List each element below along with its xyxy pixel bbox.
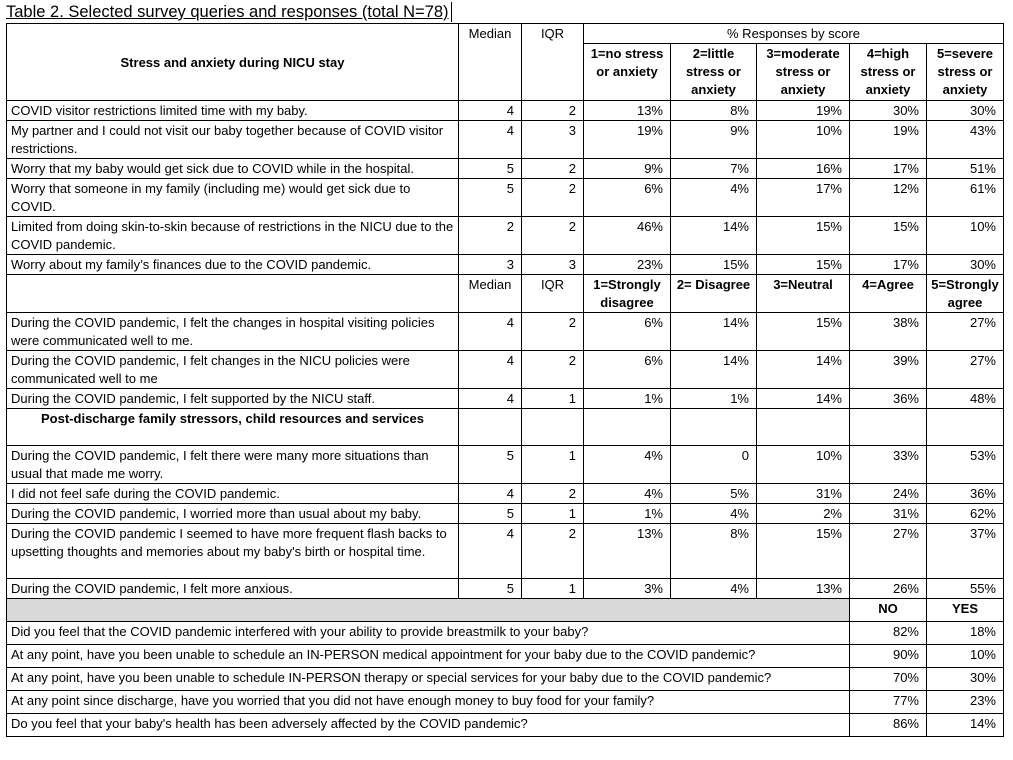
iqr-value: 1 — [522, 579, 584, 599]
percent-value: 1% — [584, 504, 671, 524]
agree-header-5: 5=Strongly agree — [927, 275, 1004, 313]
percent-value: 13% — [757, 579, 850, 599]
iqr-value: 1 — [522, 446, 584, 484]
median-value: 4 — [459, 389, 522, 409]
percent-value: 14% — [671, 351, 757, 389]
question-text: At any point since discharge, have you worried that you did not have enough money to buy food for your family? — [7, 691, 850, 714]
question-text: During the COVID pandemic, I felt there were many more situations than usual that made me worry. — [7, 446, 459, 484]
header-row-1 — [7, 24, 1004, 44]
percent-value: 15% — [757, 255, 850, 275]
question-text: Did you feel that the COVID pandemic interfered with your ability to provide breastmilk to your baby? — [7, 622, 850, 645]
median-value: 4 — [459, 101, 522, 121]
percent-value: 10% — [927, 217, 1004, 255]
blank-cell — [671, 409, 757, 446]
percent-value: 4% — [671, 179, 757, 217]
percent-value: 16% — [757, 159, 850, 179]
percent-value: 15% — [757, 524, 850, 579]
iqr-value: 1 — [522, 504, 584, 524]
section-title-row — [7, 409, 1004, 446]
group-header-responses: % Responses by score — [584, 24, 1004, 44]
question-text: Worry that my baby would get sick due to COVID while in the hospital. — [7, 159, 459, 179]
percent-value: 27% — [850, 524, 927, 579]
blank-cell — [584, 409, 671, 446]
median-value: 4 — [459, 351, 522, 389]
percent-value: 5% — [671, 484, 757, 504]
header-row-yes-no — [7, 599, 1004, 622]
percent-value: 10% — [757, 446, 850, 484]
percent-value: 31% — [757, 484, 850, 504]
percent-value: 23% — [584, 255, 671, 275]
percent-value: 14% — [757, 351, 850, 389]
percent-value: 1% — [671, 389, 757, 409]
yes-percent: 23% — [927, 691, 1004, 714]
col-header-iqr: IQR — [522, 275, 584, 313]
percent-value: 37% — [927, 524, 1004, 579]
yes-percent: 30% — [927, 668, 1004, 691]
percent-value: 2% — [757, 504, 850, 524]
percent-value: 39% — [850, 351, 927, 389]
median-value: 5 — [459, 579, 522, 599]
percent-value: 43% — [927, 121, 1004, 159]
median-value: 4 — [459, 313, 522, 351]
table-row — [7, 351, 1004, 389]
agree-header-4: 4=Agree — [850, 275, 927, 313]
percent-value: 62% — [927, 504, 1004, 524]
yes-percent: 18% — [927, 622, 1004, 645]
question-text: During the COVID pandemic I seemed to have more frequent flash backs to upsetting thoughts and memories about my baby's birth or hospital time. — [7, 524, 459, 579]
score-header-5: 5=severe stress or anxiety — [927, 44, 1004, 101]
percent-value: 55% — [927, 579, 1004, 599]
col-header-iqr: IQR — [522, 24, 584, 101]
percent-value: 6% — [584, 179, 671, 217]
percent-value: 10% — [757, 121, 850, 159]
percent-value: 8% — [671, 101, 757, 121]
table-row — [7, 255, 1004, 275]
percent-value: 13% — [584, 101, 671, 121]
question-text: Worry that someone in my family (including me) would get sick due to COVID. — [7, 179, 459, 217]
percent-value: 4% — [584, 484, 671, 504]
percent-value: 4% — [671, 504, 757, 524]
question-text: My partner and I could not visit our baby together because of COVID visitor restrictions. — [7, 121, 459, 159]
question-text: During the COVID pandemic, I felt more anxious. — [7, 579, 459, 599]
table-row — [7, 217, 1004, 255]
question-text: Do you feel that your baby's health has been adversely affected by the COVID pandemic? — [7, 714, 850, 737]
percent-value: 15% — [850, 217, 927, 255]
agree-header-1: 1=Strongly disagree — [584, 275, 671, 313]
percent-value: 24% — [850, 484, 927, 504]
percent-value: 33% — [850, 446, 927, 484]
percent-value: 13% — [584, 524, 671, 579]
median-value: 3 — [459, 255, 522, 275]
table-row — [7, 504, 1004, 524]
question-text: Limited from doing skin-to-skin because of restrictions in the NICU due to the COVID pandemic. — [7, 217, 459, 255]
agree-header-3: 3=Neutral — [757, 275, 850, 313]
table-row — [7, 714, 1004, 737]
iqr-value: 2 — [522, 217, 584, 255]
percent-value: 0 — [671, 446, 757, 484]
blank-cell — [522, 409, 584, 446]
percent-value: 8% — [671, 524, 757, 579]
blank-cell — [850, 409, 927, 446]
percent-value: 17% — [850, 159, 927, 179]
percent-value: 36% — [927, 484, 1004, 504]
blank-cell — [459, 409, 522, 446]
yes-percent: 14% — [927, 714, 1004, 737]
percent-value: 30% — [850, 101, 927, 121]
percent-value: 36% — [850, 389, 927, 409]
score-header-1: 1=no stress or anxiety — [584, 44, 671, 101]
percent-value: 15% — [757, 313, 850, 351]
percent-value: 6% — [584, 313, 671, 351]
question-text: I did not feel safe during the COVID pandemic. — [7, 484, 459, 504]
iqr-value: 2 — [522, 159, 584, 179]
percent-value: 19% — [850, 121, 927, 159]
table-row — [7, 668, 1004, 691]
iqr-value: 2 — [522, 179, 584, 217]
question-text: During the COVID pandemic, I felt supported by the NICU staff. — [7, 389, 459, 409]
percent-value: 61% — [927, 179, 1004, 217]
table-row — [7, 691, 1004, 714]
percent-value: 14% — [671, 217, 757, 255]
question-text: Worry about my family’s finances due to the COVID pandemic. — [7, 255, 459, 275]
iqr-value: 3 — [522, 255, 584, 275]
score-header-2: 2=little stress or anxiety — [671, 44, 757, 101]
percent-value: 3% — [584, 579, 671, 599]
col-header-median: Median — [459, 275, 522, 313]
percent-value: 1% — [584, 389, 671, 409]
col-header-no: NO — [850, 599, 927, 622]
percent-value: 48% — [927, 389, 1004, 409]
percent-value: 19% — [584, 121, 671, 159]
table-row — [7, 579, 1004, 599]
iqr-value: 2 — [522, 484, 584, 504]
percent-value: 14% — [671, 313, 757, 351]
question-text: During the COVID pandemic, I worried more than usual about my baby. — [7, 504, 459, 524]
table-row — [7, 484, 1004, 504]
iqr-value: 2 — [522, 524, 584, 579]
percent-value: 4% — [671, 579, 757, 599]
table-caption: Table 2. Selected survey queries and responses (total N=78) — [6, 2, 452, 22]
grey-band — [7, 599, 850, 622]
question-text: At any point, have you been unable to schedule IN-PERSON therapy or special services for your baby due to the COVID pandemic? — [7, 668, 850, 691]
median-value: 4 — [459, 121, 522, 159]
percent-value: 31% — [850, 504, 927, 524]
median-value: 5 — [459, 159, 522, 179]
percent-value: 17% — [850, 255, 927, 275]
table-row — [7, 446, 1004, 484]
table-row — [7, 159, 1004, 179]
no-percent: 82% — [850, 622, 927, 645]
no-percent: 77% — [850, 691, 927, 714]
percent-value: 38% — [850, 313, 927, 351]
iqr-value: 2 — [522, 313, 584, 351]
percent-value: 26% — [850, 579, 927, 599]
percent-value: 19% — [757, 101, 850, 121]
table-row — [7, 121, 1004, 159]
percent-value: 6% — [584, 351, 671, 389]
table-row — [7, 101, 1004, 121]
percent-value: 9% — [671, 121, 757, 159]
question-text: COVID visitor restrictions limited time with my baby. — [7, 101, 459, 121]
question-text: At any point, have you been unable to schedule an IN-PERSON medical appointment for your baby due to the COVID pandemic? — [7, 645, 850, 668]
iqr-value: 2 — [522, 101, 584, 121]
percent-value: 17% — [757, 179, 850, 217]
median-value: 2 — [459, 217, 522, 255]
percent-value: 12% — [850, 179, 927, 217]
survey-table — [6, 23, 1004, 737]
percent-value: 9% — [584, 159, 671, 179]
percent-value: 14% — [757, 389, 850, 409]
question-text: During the COVID pandemic, I felt changes in the NICU policies were communicated well to me — [7, 351, 459, 389]
percent-value: 53% — [927, 446, 1004, 484]
no-percent: 90% — [850, 645, 927, 668]
percent-value: 46% — [584, 217, 671, 255]
yes-percent: 10% — [927, 645, 1004, 668]
percent-value: 30% — [927, 101, 1004, 121]
median-value: 4 — [459, 484, 522, 504]
blank-header-cell — [7, 275, 459, 313]
percent-value: 15% — [671, 255, 757, 275]
table-row — [7, 179, 1004, 217]
col-header-median: Median — [459, 24, 522, 101]
median-value: 5 — [459, 446, 522, 484]
percent-value: 30% — [927, 255, 1004, 275]
median-value: 4 — [459, 524, 522, 579]
table-row — [7, 524, 1004, 579]
percent-value: 7% — [671, 159, 757, 179]
percent-value: 27% — [927, 313, 1004, 351]
col-header-yes: YES — [927, 599, 1004, 622]
table-row — [7, 389, 1004, 409]
percent-value: 15% — [757, 217, 850, 255]
agree-header-2: 2= Disagree — [671, 275, 757, 313]
table-row — [7, 313, 1004, 351]
blank-cell — [927, 409, 1004, 446]
score-header-3: 3=moderate stress or anxiety — [757, 44, 850, 101]
iqr-value: 2 — [522, 351, 584, 389]
no-percent: 86% — [850, 714, 927, 737]
percent-value: 51% — [927, 159, 1004, 179]
blank-cell — [757, 409, 850, 446]
survey-table-body — [7, 24, 1004, 737]
no-percent: 70% — [850, 668, 927, 691]
table-row — [7, 622, 1004, 645]
percent-value: 27% — [927, 351, 1004, 389]
table-row — [7, 645, 1004, 668]
median-value: 5 — [459, 504, 522, 524]
section-title-stress: Stress and anxiety during NICU stay — [7, 24, 459, 101]
score-header-4: 4=high stress or anxiety — [850, 44, 927, 101]
section-title-post-discharge: Post-discharge family stressors, child resources and services — [7, 409, 459, 446]
percent-value: 4% — [584, 446, 671, 484]
header-row-agreement — [7, 275, 1004, 313]
iqr-value: 3 — [522, 121, 584, 159]
question-text: During the COVID pandemic, I felt the changes in hospital visiting policies were communicated well to me. — [7, 313, 459, 351]
iqr-value: 1 — [522, 389, 584, 409]
median-value: 5 — [459, 179, 522, 217]
